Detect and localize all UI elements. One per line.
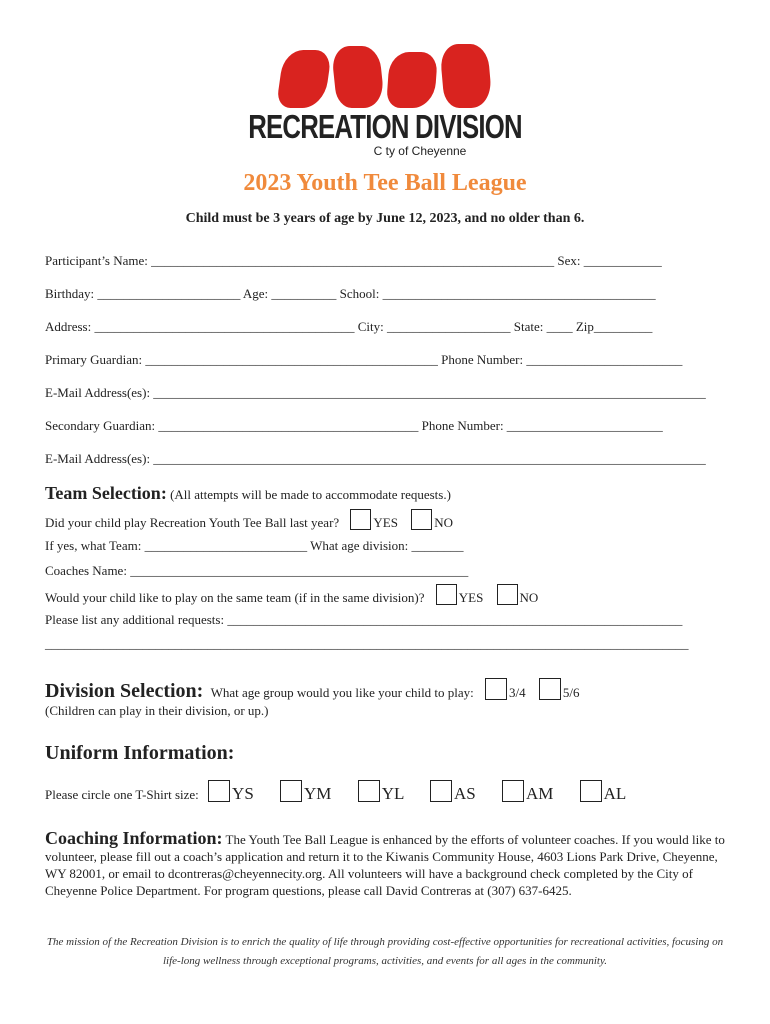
size-as-checkbox[interactable] [430,780,452,802]
yes-label: YES [373,515,398,530]
tshirt-size-label: Please circle one T-Shirt size: [45,787,199,802]
participant-field[interactable]: Participant’s Name: ______________________________________________________________ Sex: ____________ [45,253,662,268]
size-am-label: AM [525,784,554,803]
played-no-checkbox[interactable] [411,509,432,530]
logo [0,38,770,158]
division-note: (Children can play in their division, or up.) [45,703,269,718]
size-al-checkbox[interactable] [580,780,602,802]
coaches-field[interactable]: Coaches Name: ____________________________________________________ [45,563,469,578]
size-al-label: AL [603,784,627,803]
size-ys-label: YS [232,784,254,803]
uniform-size-row [45,779,626,804]
birthday-field[interactable]: Birthday: ______________________ Age: __________ School: __________________________________________ [45,286,656,301]
team-selection-note: (All attempts will be made to accommodate requests.) [170,487,451,502]
division-question: What age group would you like your child to play: [210,685,474,700]
logo-division-text: RECREATION DIVISION [248,108,522,145]
division-5-6-label: 5/6 [562,685,580,700]
additional-requests-line[interactable]: ___________________________________________________________________________________________________ [45,636,689,651]
team-field[interactable]: If yes, what Team: _________________________ What age division: ________ [45,538,464,553]
size-yl-checkbox[interactable] [358,780,380,802]
same-team-question: Would your child like to play on the same team (if in the same division)? [45,590,425,605]
team-selection-heading: Team Selection: [45,483,167,503]
secondary-guardian-field[interactable]: Secondary Guardian: ________________________________________ Phone Number: ________________________ [45,418,663,433]
coaching-body: The Youth Tee Ball League is enhanced by the efforts of volunteer coaches. If you would like to volunteer, please fill out a coach’s application and return it to the Kiwanis Community House, 4603 Lions Park Drive, Cheyenne, WY 82001, or email to dcontreras@cheyennecity.org. All volunteers will have a background check completed by the City of Cheyenne Police Department. For program questions, please call David Contreras at (307) 637-6425. [45,832,725,898]
division-selection-heading: Division Selection: [45,680,204,702]
same-team-no-checkbox[interactable] [497,584,518,605]
additional-requests-field[interactable]: Please list any additional requests: ______________________________________________________________________ [45,612,683,627]
logo-figure [276,50,332,108]
no-label: NO [434,515,454,530]
no-label: NO [519,590,539,605]
size-ym-label: YM [304,784,332,803]
same-team-yes-checkbox[interactable] [436,584,457,605]
email-field-1[interactable]: E-Mail Address(es): _____________________________________________________________________________________ [45,385,706,400]
page-title: 2023 Youth Tee Ball League [243,170,527,196]
uniform-heading: Uniform Information: [45,742,235,764]
coaching-section [45,830,730,899]
division-3-4-label: 3/4 [509,685,526,700]
logo-city-text: C ty of Cheyenne [373,144,467,158]
size-ys-checkbox[interactable] [208,780,230,802]
team-selection-header [45,483,451,504]
size-yl-label: YL [381,784,404,803]
age-requirement: Child must be 3 years of age by June 12, 2023, and no older than 6. [185,211,585,226]
size-ym-checkbox[interactable] [280,780,302,802]
coaching-heading: Coaching Information: [45,828,223,848]
played-last-year-row [45,509,453,531]
played-last-year-question: Did your child play Recreation Youth Tee Ball last year? [45,515,340,530]
division-5-6-checkbox[interactable] [539,678,561,700]
logo-figure [331,46,386,108]
logo-figure [439,44,493,108]
size-as-label: AS [453,784,476,803]
size-am-checkbox[interactable] [502,780,524,802]
logo-figure [386,52,438,108]
address-field[interactable]: Address: ________________________________________ City: ___________________ State: ____ Zip_________ [45,319,653,334]
primary-guardian-field[interactable]: Primary Guardian: _____________________________________________ Phone Number: ________________________ [45,352,683,367]
division-selection-row [45,678,580,703]
email-field-2[interactable]: E-Mail Address(es): _____________________________________________________________________________________ [45,451,706,466]
mission-statement: The mission of the Recreation Division is to enrich the quality of life through providing cost-effective opportunities for recreational activities, focusing on life-long wellness through exceptional programs, activities, and events for all ages in the community. [46,936,724,967]
logo-figures-icon [0,38,770,108]
yes-label: YES [458,590,484,605]
same-team-row [45,584,538,606]
played-yes-checkbox[interactable] [350,509,371,530]
division-3-4-checkbox[interactable] [485,678,507,700]
